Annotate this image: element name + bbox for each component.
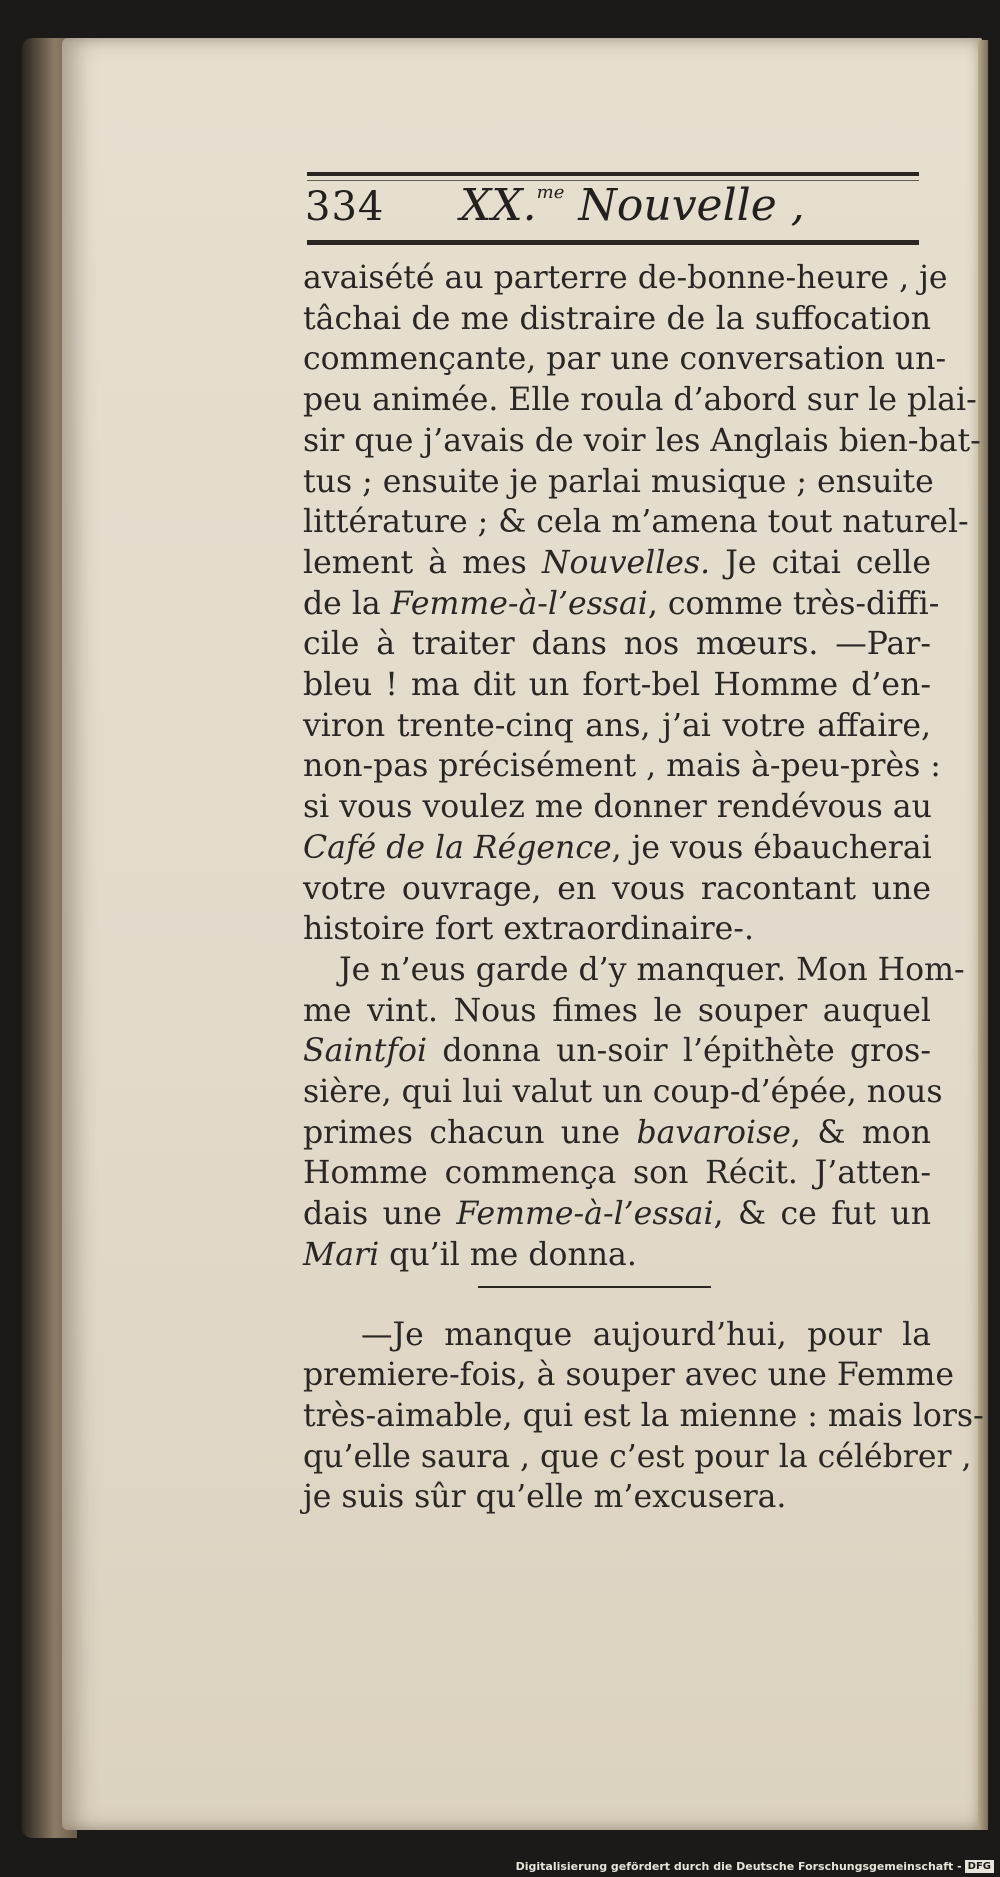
text-line — [303, 1153, 931, 1194]
text-line — [303, 1031, 931, 1072]
body-text — [303, 258, 984, 1518]
italic-saintfoi: Saintfoi — [303, 1033, 428, 1070]
text-line — [303, 1396, 984, 1437]
text-segment: , je vous ébaucherai — [611, 829, 932, 866]
text-segment: , comme très-diffi- — [647, 585, 940, 622]
dfg-logo: DFG — [965, 1860, 994, 1873]
digitization-credit — [516, 1860, 994, 1873]
text-segment: littérature ; & cela m’amena tout naturel- — [303, 504, 969, 541]
text-line — [303, 624, 931, 665]
text-line — [303, 1477, 931, 1518]
text-segment: cile à traiter dans nos mœurs. —Par- — [303, 626, 931, 663]
text-segment: , & ce fut un — [713, 1196, 931, 1233]
text-segment: très-aimable, qui est la mienne : mais lors- — [303, 1397, 984, 1434]
text-line — [303, 746, 941, 787]
text-line — [303, 1194, 931, 1235]
text-segment: non-pas précisément , mais à-peu-près : — [303, 748, 941, 785]
text-line — [303, 909, 931, 950]
text-segment: qu’il me donna. — [379, 1236, 637, 1273]
text-line — [303, 339, 947, 380]
text-segment: je suis sûr qu’elle m’excusera. — [303, 1479, 787, 1516]
text-line — [303, 991, 931, 1032]
text-segment: premiere-fois, à souper avec une Femme — [303, 1357, 955, 1394]
running-title-main: XX. — [460, 180, 537, 231]
italic-femme-a-lessai: Femme-à-l’essai — [456, 1196, 714, 1233]
page-header — [305, 180, 925, 232]
text-line — [303, 665, 931, 706]
text-segment: , & mon — [790, 1114, 932, 1151]
text-segment: si vous voulez me donner rendévous au — [303, 789, 932, 826]
text-line — [303, 462, 934, 503]
text-line — [303, 869, 931, 910]
text-segment: primes chacun une — [303, 1114, 637, 1151]
text-segment: sir que j’avais de voir les Anglais bien-bat- — [303, 422, 981, 459]
text-line — [303, 787, 931, 828]
text-line — [303, 380, 977, 421]
text-segment: tâchai de me distraire de la suffocation — [303, 300, 931, 337]
text-line — [303, 1355, 955, 1396]
text-segment: sière, qui lui valut un coup-d’épée, nous — [303, 1074, 943, 1111]
text-line — [303, 1072, 943, 1113]
text-segment: qu’elle saura , que c’est pour la célébrer , — [303, 1438, 972, 1475]
header-rule-bottom — [307, 240, 919, 245]
text-line — [303, 950, 965, 991]
text-segment: bleu ! ma dit un fort-bel Homme d’en- — [303, 667, 931, 704]
text-segment: histoire fort extraordinaire-. — [303, 911, 754, 948]
text-segment: commençante, par une conversation un- — [303, 341, 947, 378]
text-segment: Je n’eus garde d’y manquer. Mon Hom- — [339, 951, 965, 988]
text-segment: de la — [303, 585, 391, 622]
text-line — [303, 1235, 931, 1276]
text-segment: viron trente-cinq ans, j’ai votre affaire, — [303, 707, 931, 744]
text-line — [303, 543, 931, 584]
text-segment: me vint. Nous fimes le souper auquel — [303, 992, 931, 1029]
text-line — [303, 1113, 931, 1154]
running-title — [460, 180, 805, 231]
text-segment: peu animée. Elle roula d’abord sur le plai- — [303, 382, 977, 419]
section-separator — [478, 1286, 711, 1288]
text-line — [303, 502, 969, 543]
text-segment: —Je manque aujourd’hui, pour la — [361, 1316, 931, 1353]
italic-mari: Mari — [303, 1236, 380, 1273]
text-line — [303, 421, 981, 462]
italic-title-nouvelles: Nouvelles. — [541, 544, 711, 581]
text-line — [303, 828, 931, 869]
italic-title-femme-a-lessai: Femme-à-l’essai — [390, 585, 648, 622]
text-line — [303, 258, 948, 299]
running-title-superscript: me — [536, 182, 565, 203]
text-line — [303, 1315, 931, 1356]
text-segment: Homme commença son Récit. J’atten- — [303, 1155, 931, 1192]
text-line — [303, 1437, 972, 1478]
text-segment: dais une — [303, 1196, 457, 1233]
text-line — [303, 706, 931, 747]
credit-text: Digitalisierung gefördert durch die Deutsche Forschungsgemeinschaft - — [515, 1860, 962, 1873]
page-number: 334 — [305, 184, 385, 230]
italic-cafe-de-la-regence: Café de la Régence — [303, 829, 612, 866]
text-segment: donna un-soir l’épithète gros- — [427, 1033, 931, 1070]
text-segment: votre ouvrage, en vous racontant une — [303, 870, 931, 907]
text-line — [303, 584, 940, 625]
page-edge — [978, 40, 988, 1830]
italic-bavaroise: bavaroise — [636, 1114, 791, 1151]
text-segment: lement à mes — [303, 544, 542, 581]
header-rule-top — [307, 172, 919, 176]
text-segment: avaisété au parterre de-bonne-heure , je — [303, 260, 948, 296]
running-title-rest: Nouvelle , — [564, 180, 805, 231]
text-segment: tus ; ensuite je parlai musique ; ensuite — [303, 463, 934, 500]
text-segment: Je citai celle — [710, 544, 931, 581]
text-line — [303, 299, 931, 340]
